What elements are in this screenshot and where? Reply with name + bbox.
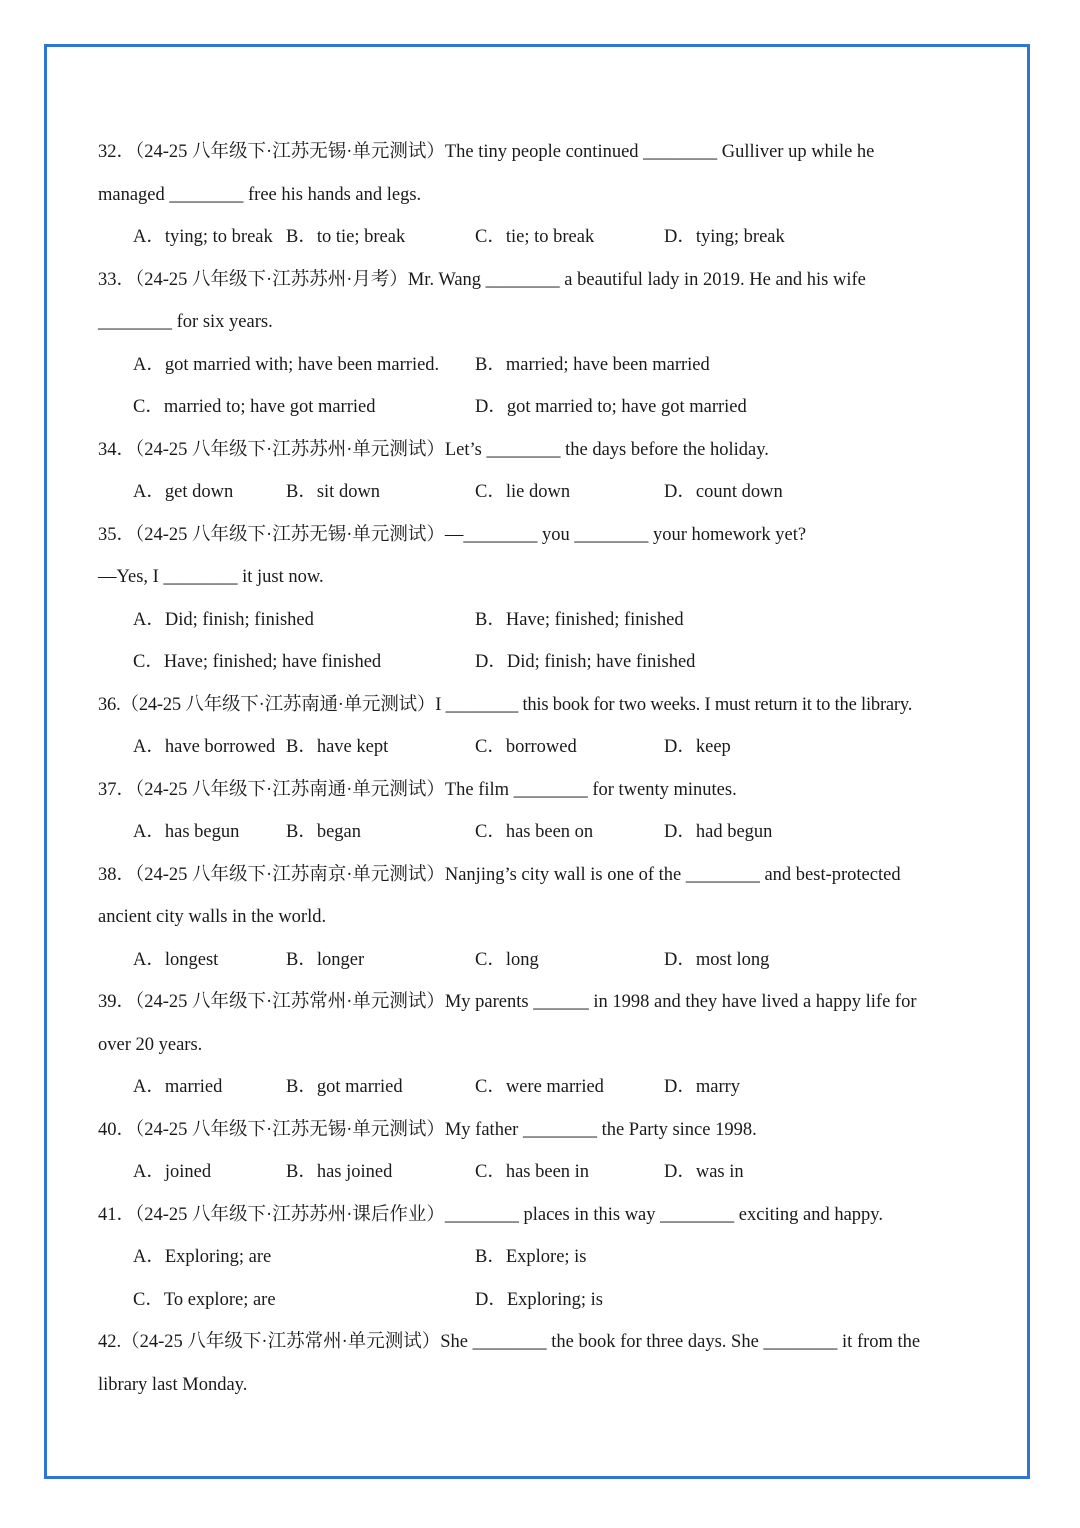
- option-a[interactable]: A．Did; finish; finished: [133, 609, 314, 630]
- question-36-options: [98, 726, 988, 769]
- question-38-stem: 38．（24-25 八年级下·江苏南京·单元测试）Nanjing’s city wall is one of the ________ and best-protected: [98, 864, 901, 885]
- option-a[interactable]: A．have borrowed: [133, 737, 276, 757]
- option-d[interactable]: D．marry: [664, 1077, 741, 1097]
- option-a[interactable]: A．got married with; have been married.: [133, 354, 440, 375]
- option-c[interactable]: C．long: [475, 949, 539, 970]
- question-32-options: [98, 216, 988, 259]
- option-a[interactable]: A．get down: [133, 482, 234, 502]
- option-c[interactable]: C．has been on: [475, 822, 594, 842]
- option-c[interactable]: C．tie; to break: [475, 227, 595, 247]
- question-38-options: [98, 939, 988, 982]
- question-35-stem: 35．（24-25 八年级下·江苏无锡·单元测试）—________ you ________ your homework yet?: [98, 524, 807, 545]
- option-b[interactable]: B．got married: [286, 1077, 403, 1097]
- option-d[interactable]: D．got married to; have got married: [475, 397, 747, 417]
- question-41-options-row2: [98, 1279, 988, 1322]
- question-42-stem-cont: library last Monday.: [98, 1374, 248, 1395]
- question-33-stem: 33．（24-25 八年级下·江苏苏州·月考）Mr. Wang ________ a beautiful lady in 2019. He and his wife: [98, 269, 866, 290]
- question-40-options: [98, 1151, 988, 1194]
- question-41-stem: 41．（24-25 八年级下·江苏苏州·课后作业）________ places in this way ________ exciting and happy.: [98, 1204, 883, 1225]
- option-d[interactable]: D．was in: [664, 1162, 744, 1182]
- question-33-stem-cont: ________ for six years.: [98, 312, 273, 332]
- option-b[interactable]: B．Have; finished; finished: [475, 609, 684, 630]
- option-b[interactable]: B．to tie; break: [286, 227, 406, 247]
- option-a[interactable]: A．married: [133, 1077, 223, 1097]
- option-c[interactable]: C．To explore; are: [133, 1289, 276, 1310]
- worksheet-content: [98, 131, 988, 1406]
- option-d[interactable]: D．had begun: [664, 822, 773, 842]
- option-b[interactable]: B．longer: [286, 949, 365, 970]
- question-38-stem-cont: ancient city walls in the world.: [98, 907, 327, 927]
- question-37-options: [98, 811, 988, 854]
- option-a[interactable]: A．has begun: [133, 822, 240, 842]
- question-40-stem: 40．（24-25 八年级下·江苏无锡·单元测试）My father ________ the Party since 1998.: [98, 1119, 757, 1140]
- option-c[interactable]: C．Have; finished; have finished: [133, 652, 382, 672]
- option-c[interactable]: C．were married: [475, 1077, 604, 1097]
- option-b[interactable]: B．married; have been married: [475, 354, 710, 375]
- question-33-options-row2: [98, 386, 988, 429]
- option-d[interactable]: D．Exploring; is: [475, 1289, 603, 1310]
- option-b[interactable]: B．has joined: [286, 1162, 393, 1182]
- question-42-stem: 42.（24-25 八年级下·江苏常州·单元测试）She ________ the book for three days. She ________ it from the: [98, 1332, 921, 1352]
- question-39-stem-cont: over 20 years.: [98, 1034, 203, 1055]
- question-41-options-row1: [98, 1236, 988, 1279]
- question-39-stem: 39．（24-25 八年级下·江苏常州·单元测试）My parents ______ in 1998 and they have lived a happy life for: [98, 992, 917, 1012]
- question-39-options: [98, 1066, 988, 1109]
- option-a[interactable]: A．joined: [133, 1162, 212, 1182]
- option-d[interactable]: D．most long: [664, 949, 770, 970]
- option-b[interactable]: B．sit down: [286, 482, 381, 502]
- question-32-stem-cont: managed ________ free his hands and legs.: [98, 184, 422, 205]
- option-a[interactable]: A．Exploring; are: [133, 1247, 272, 1267]
- option-d[interactable]: D．tying; break: [664, 227, 785, 247]
- question-35-options-row2: [98, 641, 988, 684]
- option-a[interactable]: A．tying; to break: [133, 227, 273, 247]
- option-c[interactable]: C．married to; have got married: [133, 397, 376, 417]
- option-d[interactable]: D．count down: [664, 482, 783, 502]
- question-36-stem: 36.（24-25 八年级下·江苏南通·单元测试）I ________ this book for two weeks. I must return it to the library.: [98, 694, 913, 715]
- option-c[interactable]: C．borrowed: [475, 737, 577, 757]
- question-34-options: [98, 471, 988, 514]
- question-37-stem: 37．（24-25 八年级下·江苏南通·单元测试）The film ________ for twenty minutes.: [98, 779, 737, 800]
- option-d[interactable]: D．Did; finish; have finished: [475, 652, 696, 672]
- option-b[interactable]: B．have kept: [286, 737, 389, 757]
- option-c[interactable]: C．has been in: [475, 1162, 590, 1182]
- question-33-options-row1: [98, 344, 988, 387]
- option-d[interactable]: D．keep: [664, 737, 731, 757]
- option-b[interactable]: B．began: [286, 822, 362, 842]
- option-c[interactable]: C．lie down: [475, 482, 571, 502]
- question-34-stem: 34．（24-25 八年级下·江苏苏州·单元测试）Let’s ________ the days before the holiday.: [98, 439, 769, 460]
- question-35-options-row1: [98, 599, 988, 642]
- option-b[interactable]: B．Explore; is: [475, 1247, 587, 1267]
- question-35-stem-cont: —Yes, I ________ it just now.: [98, 567, 324, 587]
- option-a[interactable]: A．longest: [133, 949, 219, 970]
- question-32-stem: 32．（24-25 八年级下·江苏无锡·单元测试）The tiny people continued ________ Gulliver up while he: [98, 142, 875, 162]
